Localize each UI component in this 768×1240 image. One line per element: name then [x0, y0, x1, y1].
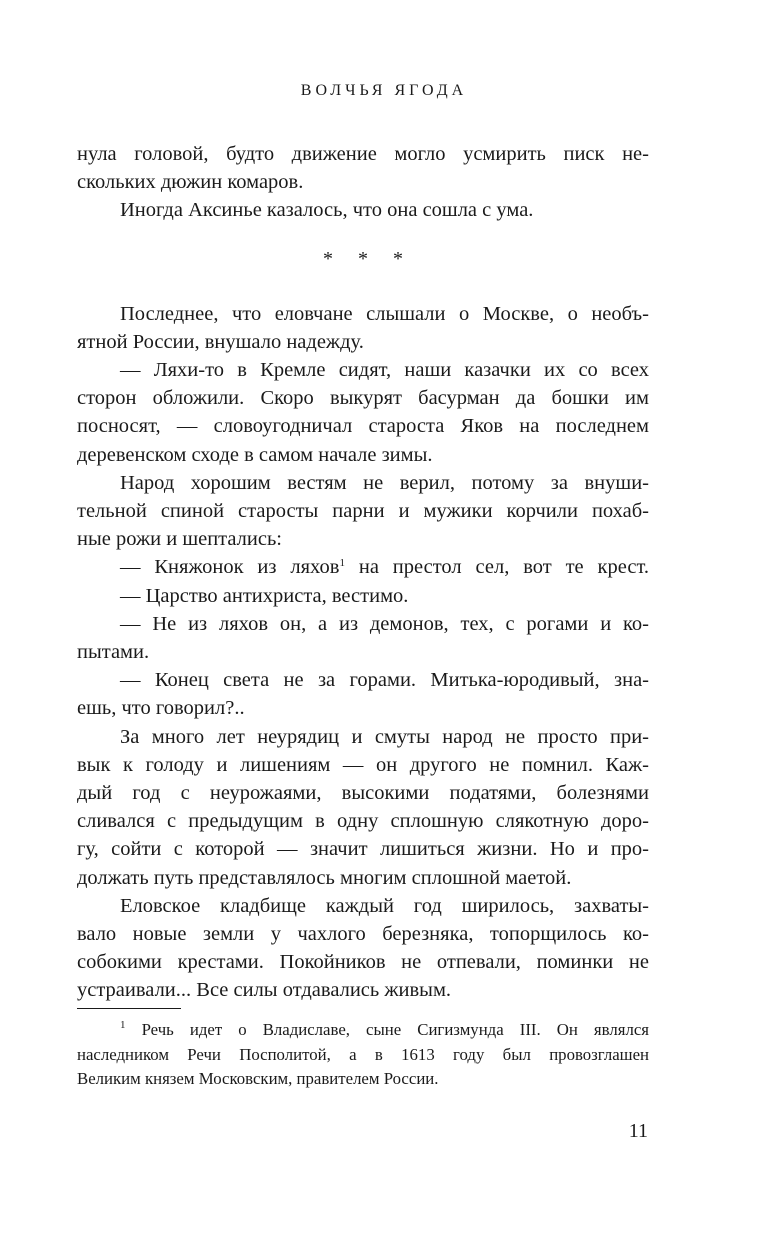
section-break-asterism: * * *: [323, 247, 413, 270]
text-line: сторон обложили. Скоро выкурят басурман да бошки им: [77, 387, 649, 410]
text-line: ешь, что говорил?..: [77, 697, 245, 720]
text-line: ные рожи и шептались:: [77, 528, 282, 551]
text-line: Иногда Аксинье казалось, что она сошла с ума.: [120, 199, 534, 222]
footnote: [77, 1018, 649, 1092]
text-line: тельной спиной старосты парни и мужики корчили похаб-: [77, 500, 649, 523]
running-head: ВОЛЧЬЯ ЯГОДА: [300, 82, 468, 99]
text-line: собокими крестами. Покойников не отпевали, поминки не: [77, 951, 649, 974]
text-line: посносят, — словоугодничал староста Яков на последнем: [77, 415, 649, 438]
footnote-rule: [77, 1008, 181, 1009]
text-line: пытами.: [77, 641, 150, 664]
text-line: — Конец света не за горами. Митька-юродивый, зна-: [120, 669, 649, 692]
text-line: вало новые земли у чахлого березняка, топорщилось ко-: [77, 923, 649, 946]
text-line: — Не из ляхов он, а из демонов, тех, с рогами и ко-: [120, 612, 649, 635]
text-line: За много лет неурядиц и смуты народ не просто при-: [120, 725, 649, 748]
page-number: 11: [628, 1120, 648, 1142]
body-text: [77, 140, 649, 1005]
text-line: вык к голоду и лишениям — он другого не помнил. Каж-: [77, 753, 649, 776]
text-segment: на престол сел, вот те крест.: [344, 556, 649, 579]
text-segment: Речь идет о Владиславе, сыне Сигизмунда III. Он являлся: [125, 1020, 649, 1039]
text-line: — Царство антихриста, вестимо.: [120, 584, 409, 607]
text-line: сливался с предыдущим в одну сплошную слякотную доро-: [77, 810, 649, 833]
text-line: Последнее, что еловчане слышали о Москве, о необъ-: [120, 302, 649, 325]
footnote-reference: 1: [339, 557, 345, 570]
text-line: Еловское кладбище каждый год ширилось, захваты-: [120, 894, 649, 917]
text-line: устраивали... Все силы отдавались живым.: [77, 979, 452, 1002]
text-line: деревенском сходе в самом начале зимы.: [77, 443, 433, 466]
text-line: — Ляхи-то в Кремле сидят, наши казачки их со всех: [120, 359, 649, 382]
text-line: скольких дюжин комаров.: [77, 171, 304, 194]
text-line: должать путь представлялось многим сплошной маетой.: [77, 866, 572, 889]
text-line: гу, сойти с которой — значит лишиться жизни. Но и про-: [77, 838, 649, 861]
footnote-line: наследником Речи Посполитой, а в 1613 году был провозглашен: [77, 1044, 649, 1064]
footnote-line: [77, 1018, 649, 1043]
text-line: [77, 553, 649, 581]
footnote-line: Великим князем Московским, правителем России.: [77, 1069, 439, 1088]
text-line: дый год с неурожаями, высокими податями, болезнями: [77, 782, 649, 805]
text-line: нула головой, будто движение могло усмирить писк не-: [77, 143, 649, 165]
text-segment: — Княжонок из ляхов: [120, 556, 340, 579]
footnote-marker: 1: [120, 1019, 126, 1031]
text-line: Народ хорошим вестям не верил, потому за внуши-: [120, 471, 649, 494]
text-line: ятной России, внушало надежду.: [77, 330, 364, 353]
